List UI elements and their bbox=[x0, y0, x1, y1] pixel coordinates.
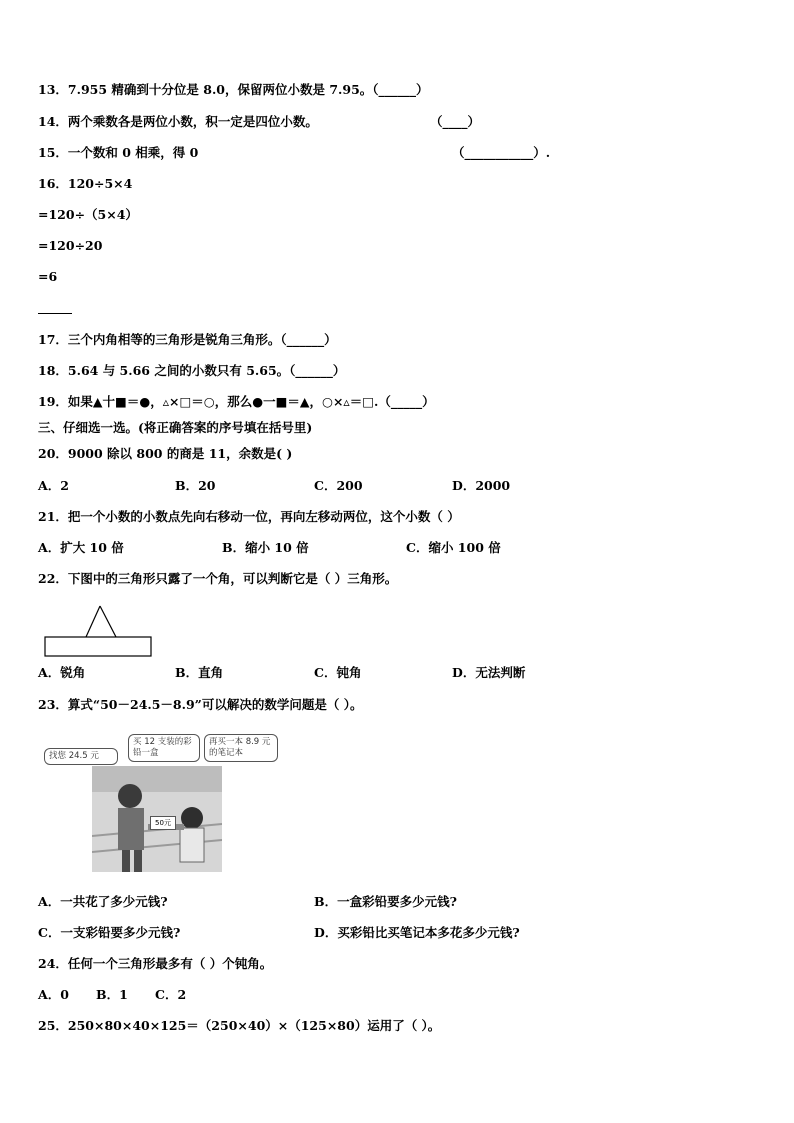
speech-bubble: 再买一本 8.9 元的笔记本 bbox=[204, 734, 278, 762]
option-d[interactable]: D．2000 bbox=[452, 478, 511, 493]
question-number: 23． bbox=[38, 697, 68, 712]
question-16 bbox=[38, 176, 132, 192]
option-b[interactable]: B．1 bbox=[96, 987, 128, 1002]
triangle-figure bbox=[44, 604, 156, 660]
scene-illustration bbox=[92, 766, 222, 872]
question-24 bbox=[38, 956, 272, 972]
question-number: 21． bbox=[38, 509, 68, 524]
question-18 bbox=[38, 363, 345, 379]
question-text: 7.955 精确到十分位是 8.0，保留两位小数是 7.95。（______） bbox=[67, 82, 429, 97]
question-text: 任何一个三角形最多有（ ）个钝角。 bbox=[67, 956, 273, 971]
question-text: 250×80×40×125＝（250×40）×（125×80）运用了（ ）。 bbox=[67, 1018, 441, 1033]
question-number: 16． bbox=[38, 176, 68, 191]
option-d[interactable]: D．买彩铅比买笔记本多花多少元钱? bbox=[314, 925, 520, 940]
option-b[interactable]: B．直角 bbox=[175, 665, 224, 680]
question-text: 三个内角相等的三角形是锐角三角形。（______） bbox=[67, 332, 337, 347]
option-b[interactable]: B．20 bbox=[175, 478, 216, 493]
option-c[interactable]: C．200 bbox=[314, 478, 363, 493]
option-c[interactable]: C．钝角 bbox=[314, 665, 362, 680]
option-a[interactable]: A．锐角 bbox=[38, 665, 86, 680]
question-text: 算式“50－24.5－8.9”可以解决的数学问题是（ ）。 bbox=[67, 697, 363, 712]
option-a[interactable]: A．一共花了多少元钱? bbox=[38, 894, 168, 909]
option-a[interactable]: A．0 bbox=[38, 987, 69, 1002]
question-number: 14． bbox=[38, 114, 68, 129]
hidden-triangle-illustration bbox=[44, 604, 156, 660]
question-number: 20． bbox=[38, 446, 68, 461]
question-text: 一个数和 0 相乘，得 0 bbox=[67, 145, 199, 160]
question-text: 如果▲十■＝●，▵×□＝○，那么●一■＝▲，○×▵＝□.（_____） bbox=[67, 394, 435, 409]
calc-step-1: 120÷5×4 bbox=[67, 176, 133, 191]
speech-bubble: 买 12 支装的彩铅一盒 bbox=[128, 734, 200, 762]
shopping-picture bbox=[40, 728, 280, 874]
question-text: 5.64 与 5.66 之间的小数只有 5.65。（______） bbox=[67, 363, 346, 378]
option-c[interactable]: C．缩小 100 倍 bbox=[406, 540, 501, 555]
question-number: 15． bbox=[38, 145, 68, 160]
calc-step-4: =6 bbox=[38, 269, 58, 284]
question-15 bbox=[38, 145, 198, 161]
question-14 bbox=[38, 114, 318, 130]
question-13 bbox=[38, 82, 429, 98]
question-number: 22． bbox=[38, 571, 68, 586]
money-note: 50元 bbox=[150, 816, 176, 830]
option-a[interactable]: A．2 bbox=[38, 478, 69, 493]
question-20 bbox=[38, 446, 292, 462]
speech-bubble: 找您 24.5 元 bbox=[44, 748, 118, 765]
question-number: 25． bbox=[38, 1018, 68, 1033]
section-heading: 三、仔细选一选。(将正确答案的序号填在括号里) bbox=[38, 420, 313, 435]
question-19 bbox=[38, 394, 435, 410]
question-23 bbox=[38, 697, 362, 713]
question-25 bbox=[38, 1018, 440, 1034]
question-number: 17． bbox=[38, 332, 68, 347]
question-text: 下图中的三角形只露了一个角，可以判断它是（ ）三角形。 bbox=[67, 571, 398, 586]
question-number: 18． bbox=[38, 363, 68, 378]
calc-step-3: =120÷20 bbox=[38, 238, 103, 253]
option-a[interactable]: A．扩大 10 倍 bbox=[38, 540, 124, 555]
question-number: 19． bbox=[38, 394, 68, 409]
calc-step-2: =120÷（5×4） bbox=[38, 207, 138, 222]
question-number: 13． bbox=[38, 82, 68, 97]
option-d[interactable]: D．无法判断 bbox=[452, 665, 526, 680]
question-22 bbox=[38, 571, 397, 587]
question-text: 两个乘数各是两位小数，积一定是四位小数。 bbox=[67, 114, 318, 129]
answer-line[interactable] bbox=[38, 313, 72, 314]
option-b[interactable]: B．缩小 10 倍 bbox=[222, 540, 309, 555]
question-text: 9000 除以 800 的商是 11，余数是( ) bbox=[67, 446, 293, 461]
option-c[interactable]: C．2 bbox=[155, 987, 187, 1002]
question-17 bbox=[38, 332, 337, 348]
question-21 bbox=[38, 509, 460, 525]
answer-blank[interactable]: （___________）. bbox=[452, 145, 551, 160]
question-number: 24． bbox=[38, 956, 68, 971]
answer-blank[interactable]: （____） bbox=[430, 114, 481, 129]
option-b[interactable]: B．一盒彩铅要多少元钱? bbox=[314, 894, 457, 909]
question-text: 把一个小数的小数点先向右移动一位，再向左移动两位，这个小数（ ） bbox=[67, 509, 460, 524]
option-c[interactable]: C．一支彩铅要多少元钱? bbox=[38, 925, 181, 940]
